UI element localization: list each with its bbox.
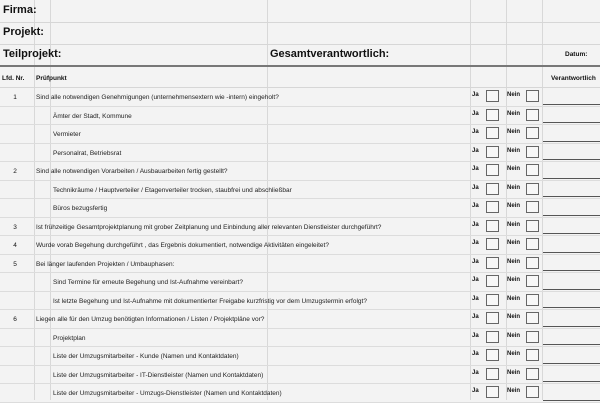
col-lfd-nr: Lfd. Nr. (2, 75, 25, 82)
checklist-row (0, 125, 600, 144)
nein-label: Nein (507, 258, 521, 265)
nein-label: Nein (507, 129, 521, 135)
ja-checkbox[interactable] (486, 331, 499, 343)
verantwortlich-field[interactable] (543, 90, 600, 105)
ja-checkbox[interactable] (486, 127, 499, 139)
verantwortlich-field[interactable] (543, 367, 600, 382)
nein-label: Nein (507, 369, 521, 376)
ja-label: Ja (472, 92, 479, 98)
projekt-label: Projekt: (3, 26, 44, 38)
nein-checkbox[interactable] (526, 349, 539, 361)
nein-checkbox[interactable] (526, 90, 539, 102)
checklist-row (0, 292, 600, 311)
verantwortlich-field[interactable] (543, 349, 600, 364)
datum-label: Datum: (565, 51, 588, 58)
verantwortlich-field[interactable] (543, 330, 600, 345)
row-question: Liegen alle für den Umzug benötigten Informationen / Listen / Projektpläne vor? (36, 316, 265, 323)
row-question: Projektplan (53, 334, 86, 342)
verantwortlich-field[interactable] (543, 201, 600, 216)
nein-checkbox[interactable] (526, 127, 539, 139)
verantwortlich-field[interactable] (543, 386, 600, 401)
checklist-row (0, 144, 600, 163)
firma-label: Firma: (3, 4, 37, 16)
row-question: Vermieter (53, 131, 81, 138)
verantwortlich-field[interactable] (543, 145, 600, 160)
nein-checkbox[interactable] (526, 275, 539, 287)
ja-label: Ja (472, 203, 479, 209)
nein-label: Nein (507, 221, 521, 228)
ja-label: Ja (472, 166, 479, 172)
nein-checkbox[interactable] (526, 368, 539, 380)
checklist-row (0, 236, 600, 255)
nein-label: Nein (507, 110, 521, 117)
row-question: Ist frühzeitige Gesamtprojektplanung mit grober Zeitplanung und Einbindung aller relevanten Dienstleister durchgeführt? (36, 223, 382, 231)
nein-checkbox[interactable] (526, 146, 539, 158)
nein-label: Nein (507, 332, 521, 339)
nein-label: Nein (507, 388, 521, 394)
ja-label: Ja (472, 277, 479, 283)
ja-checkbox[interactable] (486, 164, 499, 176)
row-question: Büros bezugsfertig (53, 205, 108, 212)
nein-label: Nein (507, 147, 521, 154)
ja-checkbox[interactable] (486, 201, 499, 213)
row-question: Liste der Umzugsmitarbeiter - Umzugs-Dienstleister (Namen und Kontaktdaten) (53, 390, 282, 397)
row-number: 2 (13, 168, 17, 175)
nein-checkbox[interactable] (526, 386, 539, 398)
row-question: Ämter der Stadt, Kommune (53, 112, 132, 120)
ja-label: Ja (472, 388, 479, 394)
ja-checkbox[interactable] (486, 238, 499, 250)
row-question: Sind alle notwendigen Vorarbeiten / Ausbauarbeiten fertig gestellt? (36, 168, 228, 175)
ja-checkbox[interactable] (486, 275, 499, 287)
row-number: 3 (13, 223, 17, 231)
checklist-row (0, 199, 600, 218)
verantwortlich-field[interactable] (543, 219, 600, 234)
ja-label: Ja (472, 240, 479, 246)
checklist-row (0, 347, 600, 366)
row-number: 4 (13, 242, 17, 249)
nein-checkbox[interactable] (526, 238, 539, 250)
teilprojekt-row (0, 44, 600, 66)
ja-label: Ja (472, 184, 479, 191)
row-number: 1 (13, 94, 17, 101)
row-question: Personalrat, Betriebsrat (53, 149, 122, 157)
verantwortlich-field[interactable] (543, 164, 600, 179)
ja-label: Ja (472, 221, 479, 228)
row-question: Bei länger laufenden Projekten / Umbauphasen: (36, 260, 175, 268)
nein-label: Nein (507, 184, 521, 191)
ja-label: Ja (472, 295, 479, 302)
verantwortlich-field[interactable] (543, 275, 600, 290)
nein-checkbox[interactable] (526, 164, 539, 176)
checklist-row (0, 366, 600, 385)
checklist-row (0, 162, 600, 181)
ja-label: Ja (472, 369, 479, 376)
row-question: Ist letzte Begehung und Ist-Aufnahme mit dokumentierter Freigabe kurzfristig vor dem Umzugstermin erfolgt? (53, 297, 367, 305)
col-pruefpunkt: Prüfpunkt (36, 75, 67, 82)
row-question: Sind alle notwendigen Genehmigungen (unternehmensextern wie -intern) eingeholt? (36, 94, 279, 101)
nein-checkbox[interactable] (526, 183, 539, 195)
ja-checkbox[interactable] (486, 349, 499, 361)
nein-label: Nein (507, 166, 521, 172)
verantwortlich-field[interactable] (543, 127, 600, 142)
verantwortlich-field[interactable] (543, 256, 600, 271)
column-header-row (0, 67, 600, 88)
col-verantwortlich: Verantwortlich (551, 75, 596, 82)
verantwortlich-field[interactable] (543, 238, 600, 253)
nein-label: Nein (507, 314, 521, 320)
ja-label: Ja (472, 351, 479, 357)
verantwortlich-field[interactable] (543, 312, 600, 327)
nein-label: Nein (507, 92, 521, 98)
ja-checkbox[interactable] (486, 109, 499, 121)
checklist-row (0, 88, 600, 107)
nein-label: Nein (507, 295, 521, 302)
ja-label: Ja (472, 129, 479, 135)
checklist-row (0, 329, 600, 348)
nein-label: Nein (507, 240, 521, 246)
gesamtverantwortlich-label: Gesamtverantwortlich: (270, 48, 390, 60)
ja-checkbox[interactable] (486, 183, 499, 195)
ja-checkbox[interactable] (486, 257, 499, 269)
nein-label: Nein (507, 277, 521, 283)
ja-label: Ja (472, 110, 479, 117)
ja-label: Ja (472, 332, 479, 339)
ja-checkbox[interactable] (486, 386, 499, 398)
nein-checkbox[interactable] (526, 201, 539, 213)
verantwortlich-field[interactable] (543, 108, 600, 123)
teilprojekt-label: Teilprojekt: (3, 48, 62, 60)
checklist-row (0, 181, 600, 200)
verantwortlich-field[interactable] (543, 182, 600, 197)
nein-checkbox[interactable] (526, 257, 539, 269)
checklist-row (0, 255, 600, 274)
row-number: 6 (13, 316, 17, 323)
row-question: Wurde vorab Begehung durchgeführt , das Ergebnis dokumentiert, notwendige Aktivitäten eingeleitet? (36, 242, 329, 249)
row-question: Liste der Umzugsmitarbeiter - Kunde (Namen und Kontaktdaten) (53, 353, 239, 360)
nein-label: Nein (507, 351, 521, 357)
checklist-row (0, 107, 600, 126)
nein-label: Nein (507, 203, 521, 209)
checklist-row (0, 273, 600, 292)
nein-checkbox[interactable] (526, 331, 539, 343)
ja-checkbox[interactable] (486, 368, 499, 380)
checklist-row (0, 218, 600, 237)
row-number: 5 (13, 260, 17, 268)
ja-checkbox[interactable] (486, 312, 499, 324)
nein-checkbox[interactable] (526, 109, 539, 121)
ja-checkbox[interactable] (486, 90, 499, 102)
row-question: Sind Termine für erneute Begehung und Ist-Aufnahme vereinbart? (53, 279, 243, 286)
ja-label: Ja (472, 258, 479, 265)
nein-checkbox[interactable] (526, 312, 539, 324)
ja-label: Ja (472, 147, 479, 154)
ja-checkbox[interactable] (486, 294, 499, 306)
ja-checkbox[interactable] (486, 220, 499, 232)
ja-checkbox[interactable] (486, 146, 499, 158)
row-question: Liste der Umzugsmitarbeiter - IT-Dienstleister (Namen und Kontaktdaten) (53, 371, 264, 379)
verantwortlich-field[interactable] (543, 293, 600, 308)
projekt-row (0, 22, 600, 45)
row-question: Technikräume / Hauptverteiler / Etagenverteiler trocken, staubfrei und abschließbar (53, 186, 292, 194)
nein-checkbox[interactable] (526, 220, 539, 232)
checklist-row (0, 310, 600, 329)
nein-checkbox[interactable] (526, 294, 539, 306)
ja-label: Ja (472, 314, 479, 320)
firma-row (0, 0, 600, 23)
